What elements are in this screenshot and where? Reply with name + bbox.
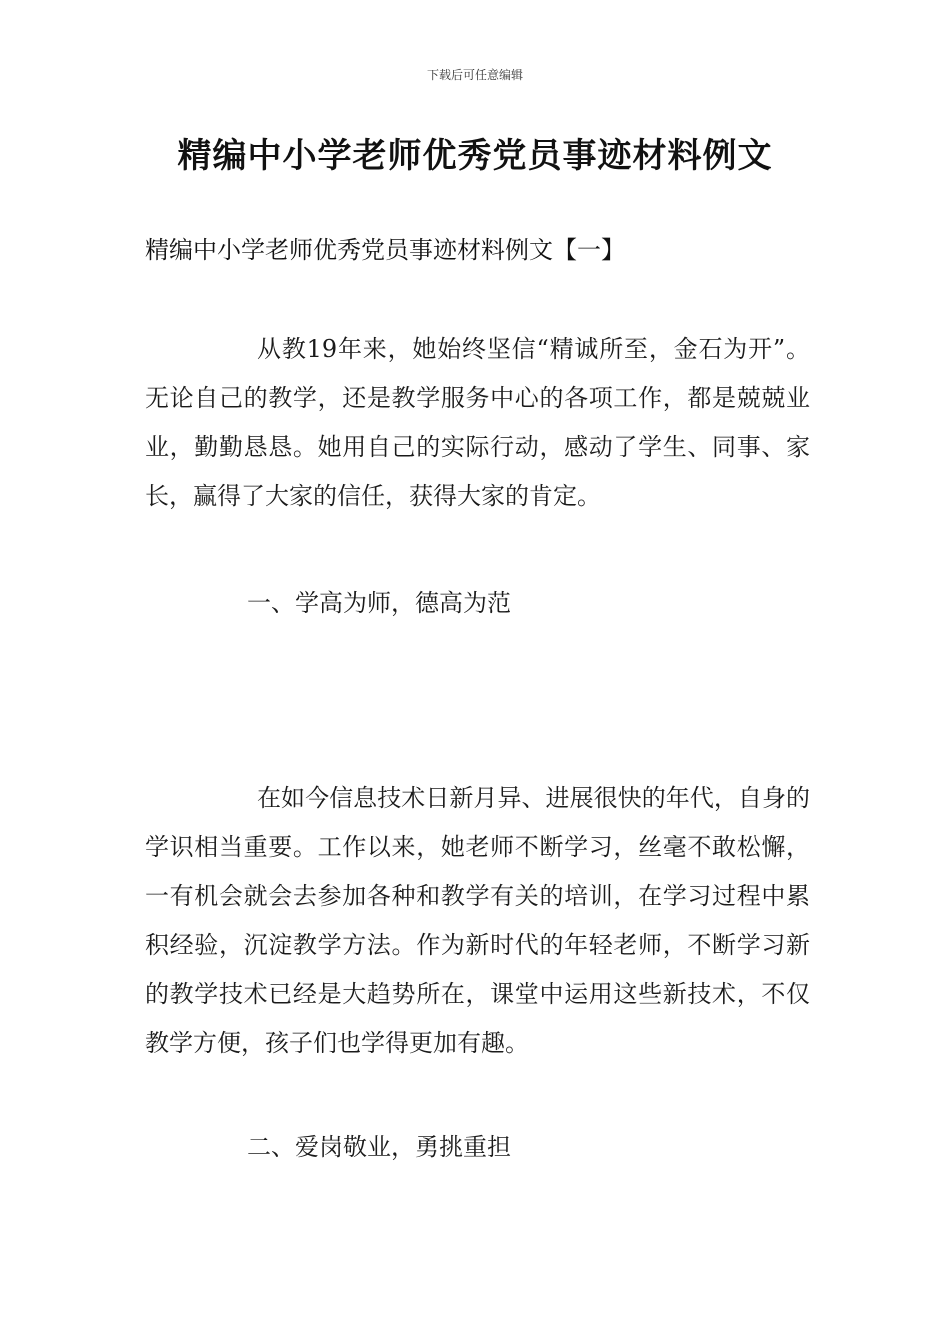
document-title: 精编中小学老师优秀党员事迹材料例文 [177, 136, 773, 176]
section-heading-2: 二、爱岗敬业，勇挑重担 [247, 1133, 511, 1161]
header-note: 下载后可任意编辑 [426, 68, 523, 82]
section-heading-1: 一、学高为师，德高为范 [247, 589, 511, 617]
section-subtitle: 精编中小学老师优秀党员事迹材料例文【一】 [145, 236, 625, 264]
paragraph-1: 从教19年来，她始终坚信“精诚所至，金石为开”。无论自己的教学，还是教学服务中心的各项工作，都是兢兢业业，勤勤恳恳。她用自己的实际行动，感动了学生、同事、家长，赢得了大家的信任，获得大家的肯定。 [145, 335, 810, 510]
paragraph-2: 在如今信息技术日新月异、进展很快的年代，自身的学识相当重要。工作以来，她老师不断学习，丝毫不敢松懈，一有机会就会去参加各种和教学有关的培训，在学习过程中累积经验，沉淀教学方法。作为新时代的年轻老师，不断学习新的教学技术已经是大趋势所在，课堂中运用这些新技术，不仅教学方便，孩子们也学得更加有趣。 [145, 784, 810, 1057]
